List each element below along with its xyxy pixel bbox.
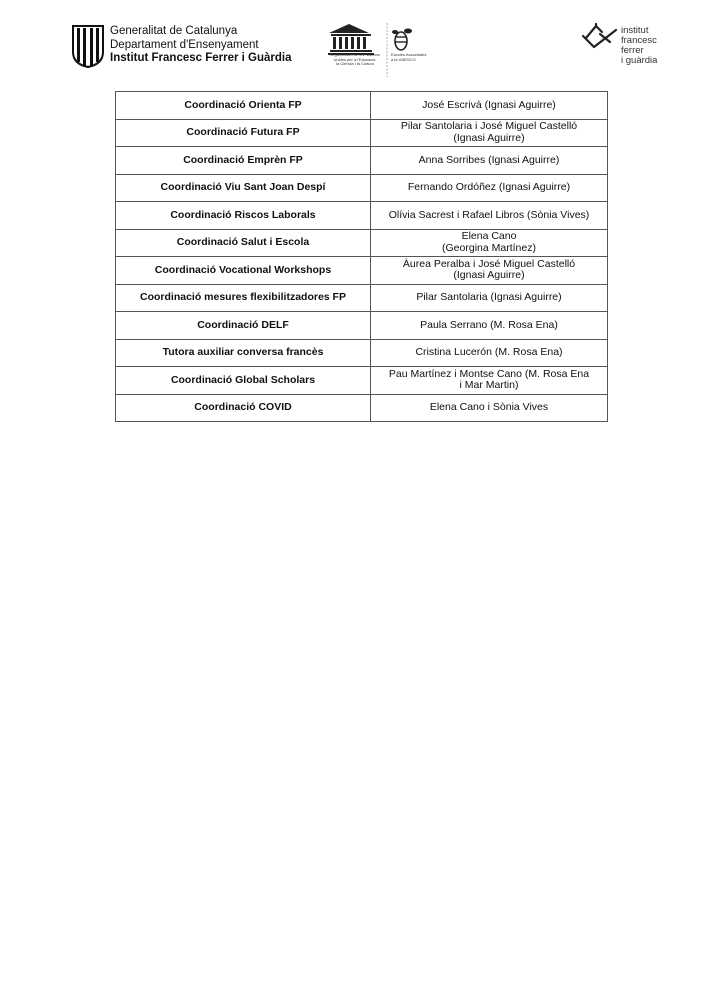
institut-heading bbox=[621, 26, 657, 66]
role-cell: Tutora auxiliar conversa francès bbox=[116, 339, 371, 367]
generalitat-heading bbox=[110, 25, 292, 66]
role-cell: Coordinació Salut i Escola bbox=[116, 229, 371, 257]
institut-line: institut bbox=[621, 25, 649, 36]
person-cell bbox=[371, 147, 608, 175]
person-line: Paula Serrano (M. Rosa Ena) bbox=[420, 318, 558, 331]
unesco-caption bbox=[324, 53, 386, 67]
department-line: Departament d'Ensenyament bbox=[110, 38, 259, 51]
table-row bbox=[116, 202, 608, 230]
person-line: Pilar Santolaria (Ignasi Aguirre) bbox=[416, 291, 562, 303]
unesco-schools-line: Escoles Associades bbox=[391, 52, 427, 57]
generalitat-line: Generalitat de Catalunya bbox=[110, 25, 238, 37]
institut-logo-icon bbox=[580, 22, 620, 50]
person-line: Cristina Lucerón (M. Rosa Ena) bbox=[415, 346, 563, 358]
person-line: Olívia Sacrest i Rafael Libros (Sònia Vives) bbox=[388, 208, 590, 221]
table-row bbox=[116, 257, 608, 285]
person-line: Elena Cano bbox=[461, 230, 517, 243]
institut-line: francesc bbox=[621, 35, 657, 46]
person-cell bbox=[371, 202, 608, 230]
person-cell bbox=[371, 394, 608, 422]
table-row bbox=[116, 174, 608, 202]
person-line: Pau Martínez i Montse Cano (M. Rosa Ena bbox=[388, 367, 590, 380]
person-line: Pilar Santolaria i José Miguel Castelló bbox=[400, 120, 578, 133]
person-cell bbox=[371, 284, 608, 312]
person-line: Àurea Peralba i José Miguel Castelló bbox=[402, 257, 576, 270]
role-cell: Coordinació Futura FP bbox=[116, 119, 371, 147]
person-cell bbox=[371, 174, 608, 202]
unesco-schools-line: a la UNESCO bbox=[391, 56, 416, 62]
table-row bbox=[116, 229, 608, 257]
role-cell: Coordinació mesures flexibilitzadores FP bbox=[116, 284, 371, 312]
role-cell: Coordinació Emprèn FP bbox=[116, 147, 371, 175]
unesco-caption-line: Unides per a l'Educació, bbox=[333, 56, 377, 62]
person-cell bbox=[371, 119, 608, 147]
unesco-caption-line: la Ciència i la Cultura bbox=[336, 61, 374, 66]
unesco-schools-caption bbox=[391, 53, 427, 62]
person-line: Anna Sorribes (Ignasi Aguirre) bbox=[418, 153, 560, 166]
table-row bbox=[116, 92, 608, 120]
table-row bbox=[116, 147, 608, 175]
person-line: Elena Cano i Sònia Vives bbox=[429, 401, 549, 413]
table-row bbox=[116, 367, 608, 395]
table-row bbox=[116, 394, 608, 422]
role-cell: Coordinació Riscos Laborals bbox=[116, 202, 371, 230]
person-cell bbox=[371, 229, 608, 257]
unesco-caption-line: Organització de les Nacions bbox=[330, 52, 380, 57]
person-cell bbox=[371, 92, 608, 120]
table-row bbox=[116, 312, 608, 340]
role-cell: Coordinació Vocational Workshops bbox=[116, 257, 371, 285]
person-line: (Ignasi Aguirre) bbox=[453, 269, 525, 282]
role-cell: Coordinació Global Scholars bbox=[116, 367, 371, 395]
person-line: (Georgina Martínez) bbox=[442, 241, 536, 254]
table-row bbox=[116, 339, 608, 367]
role-cell: Coordinació Viu Sant Joan Despí bbox=[116, 174, 371, 202]
table-row bbox=[116, 119, 608, 147]
unesco-logo-icon bbox=[324, 21, 414, 79]
coordination-table-body bbox=[116, 92, 608, 422]
person-line: Fernando Ordóñez (Ignasi Aguirre) bbox=[407, 181, 571, 193]
person-cell bbox=[371, 339, 608, 367]
coordination-table bbox=[115, 91, 608, 422]
role-cell: Coordinació COVID bbox=[116, 394, 371, 422]
person-cell bbox=[371, 367, 608, 395]
institut-line: ferrer bbox=[621, 45, 644, 56]
generalitat-logo-icon bbox=[70, 24, 106, 68]
person-line: (Ignasi Aguirre) bbox=[453, 131, 525, 144]
person-cell bbox=[371, 257, 608, 285]
person-line: José Escrivà (Ignasi Aguirre) bbox=[422, 98, 556, 111]
role-cell: Coordinació DELF bbox=[116, 312, 371, 340]
table-row bbox=[116, 284, 608, 312]
person-line: i Mar Martin) bbox=[459, 379, 519, 392]
institut-line: i guàrdia bbox=[621, 55, 658, 66]
role-cell: Coordinació Orienta FP bbox=[116, 92, 371, 120]
person-cell bbox=[371, 312, 608, 340]
institute-line: Institut Francesc Ferrer i Guàrdia bbox=[110, 52, 292, 64]
